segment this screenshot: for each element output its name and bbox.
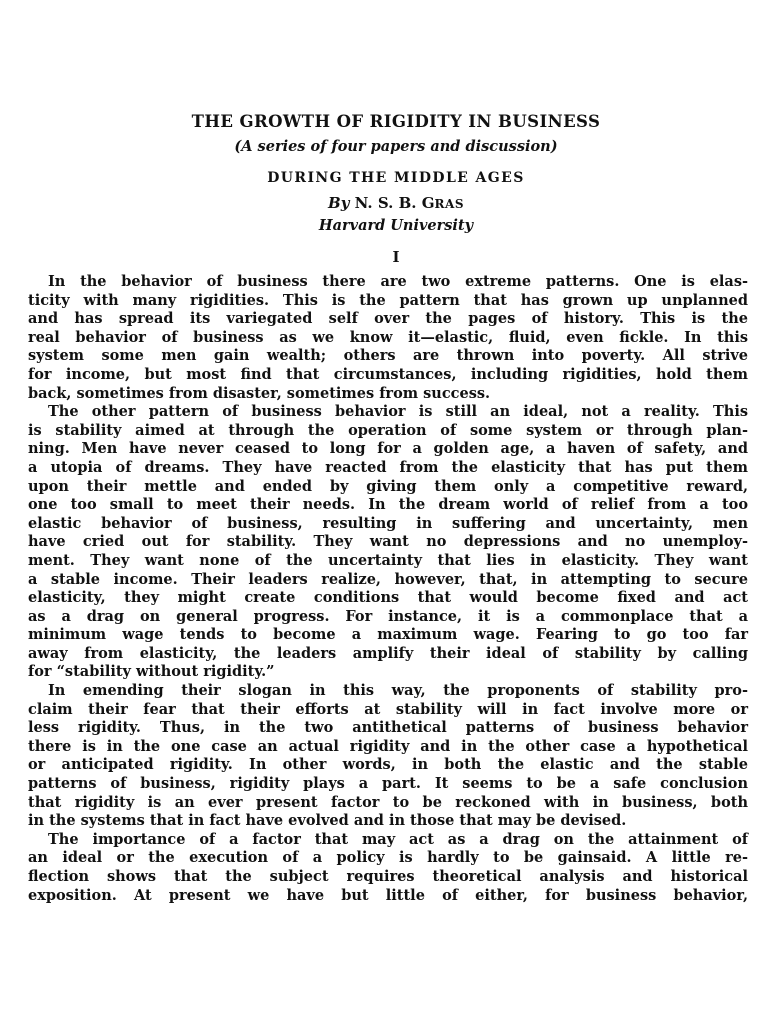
text-line: is stability aimed at through the operation of some system or through plan- [28,421,748,439]
text-line: away from elasticity, the leaders amplify their ideal of stability by calling [28,644,748,662]
text-line: and has spread its variegated self over the pages of history. This is the [28,310,748,328]
text-line: real behavior of business as we know it—elastic, fluid, even fickle. In this [28,328,748,346]
text-line: less rigidity. Thus, in the two antithetical patterns of business behavior [28,719,748,737]
text-line: a utopia of dreams. They have reacted from the elasticity that has put them [28,458,748,476]
text-line: a stable income. Their leaders realize, however, that, in attempting to secure [28,570,748,588]
text-line: In the behavior of business there are two extreme patterns. One is elas- [48,273,748,290]
section-number: I [392,248,400,266]
text-line: for “stability without rigidity.” [28,663,275,681]
body-text [28,273,748,905]
text-line: elasticity, they might create conditions that would become fixed and act [28,589,748,607]
text-line: or anticipated rigidity. In other words, in both the elastic and the stable [28,756,748,774]
text-line: an ideal or the execution of a policy is hardly to be gainsaid. A little re- [28,849,748,867]
section-title: DURING THE MIDDLE AGES [267,170,525,186]
text-line: in the systems that in fact have evolved and in those that may be devised. [28,812,627,830]
text-line: ning. Men have never ceased to long for a golden age, a haven of safety, and [28,440,748,458]
text-line: that rigidity is an ever present factor to be reckoned with in business, both [28,793,748,811]
article-subtitle: (A series of four papers and discussion) [234,138,558,155]
text-line: system some men gain wealth; others are thrown into poverty. All strive [28,347,748,365]
text-line: claim their fear that their efforts at stability will in fact involve more or [28,700,748,718]
text-line: elastic behavior of business, resulting in suffering and uncertainty, men [28,514,748,532]
text-line: minimum wage tends to become a maximum wage. Fearing to go too far [28,626,748,644]
text-line: there is in the one case an actual rigidity and in the other case a hypothetical [28,737,748,755]
text-line: flection shows that the subject requires theoretical analysis and historical [28,868,748,885]
text-line: for income, but most find that circumstances, including rigidities, hold them [28,365,748,383]
text-line: upon their mettle and ended by giving them only a competitive reward, [28,477,748,495]
byline-by: By [328,194,350,212]
text-line: patterns of business, rigidity plays a part. It seems to be a safe conclusion [28,775,748,793]
text-line: ment. They want none of the uncertainty that lies in elasticity. They want [28,551,748,569]
text-line: The other pattern of business behavior is still an ideal, not a reality. This [48,403,748,421]
author-initials: N. S. B. G [354,194,435,212]
author-affiliation: Harvard University [318,217,474,234]
article-title: THE GROWTH OF RIGIDITY IN BUSINESS [191,112,601,131]
author-surname-smallcaps: RAS [434,197,464,211]
text-line: one too small to meet their needs. In the dream world of relief from a too [28,496,748,514]
text-line: have cried out for stability. They want no depressions and no unemploy- [28,533,748,551]
text-line: The importance of a factor that may act as a drag on the attainment of [48,830,748,848]
text-line: ticity with many rigidities. This is the pattern that has grown up unplanned [28,291,748,309]
text-line: exposition. At present we have but little of either, for business behavior, [28,886,748,904]
author-byline [12,196,768,211]
text-line: as a drag on general progress. For instance, it is a commonplace that a [28,607,748,625]
text-line: In emending their slogan in this way, the proponents of stability pro- [48,682,748,700]
text-line: back, sometimes from disaster, sometimes from success. [28,384,491,402]
